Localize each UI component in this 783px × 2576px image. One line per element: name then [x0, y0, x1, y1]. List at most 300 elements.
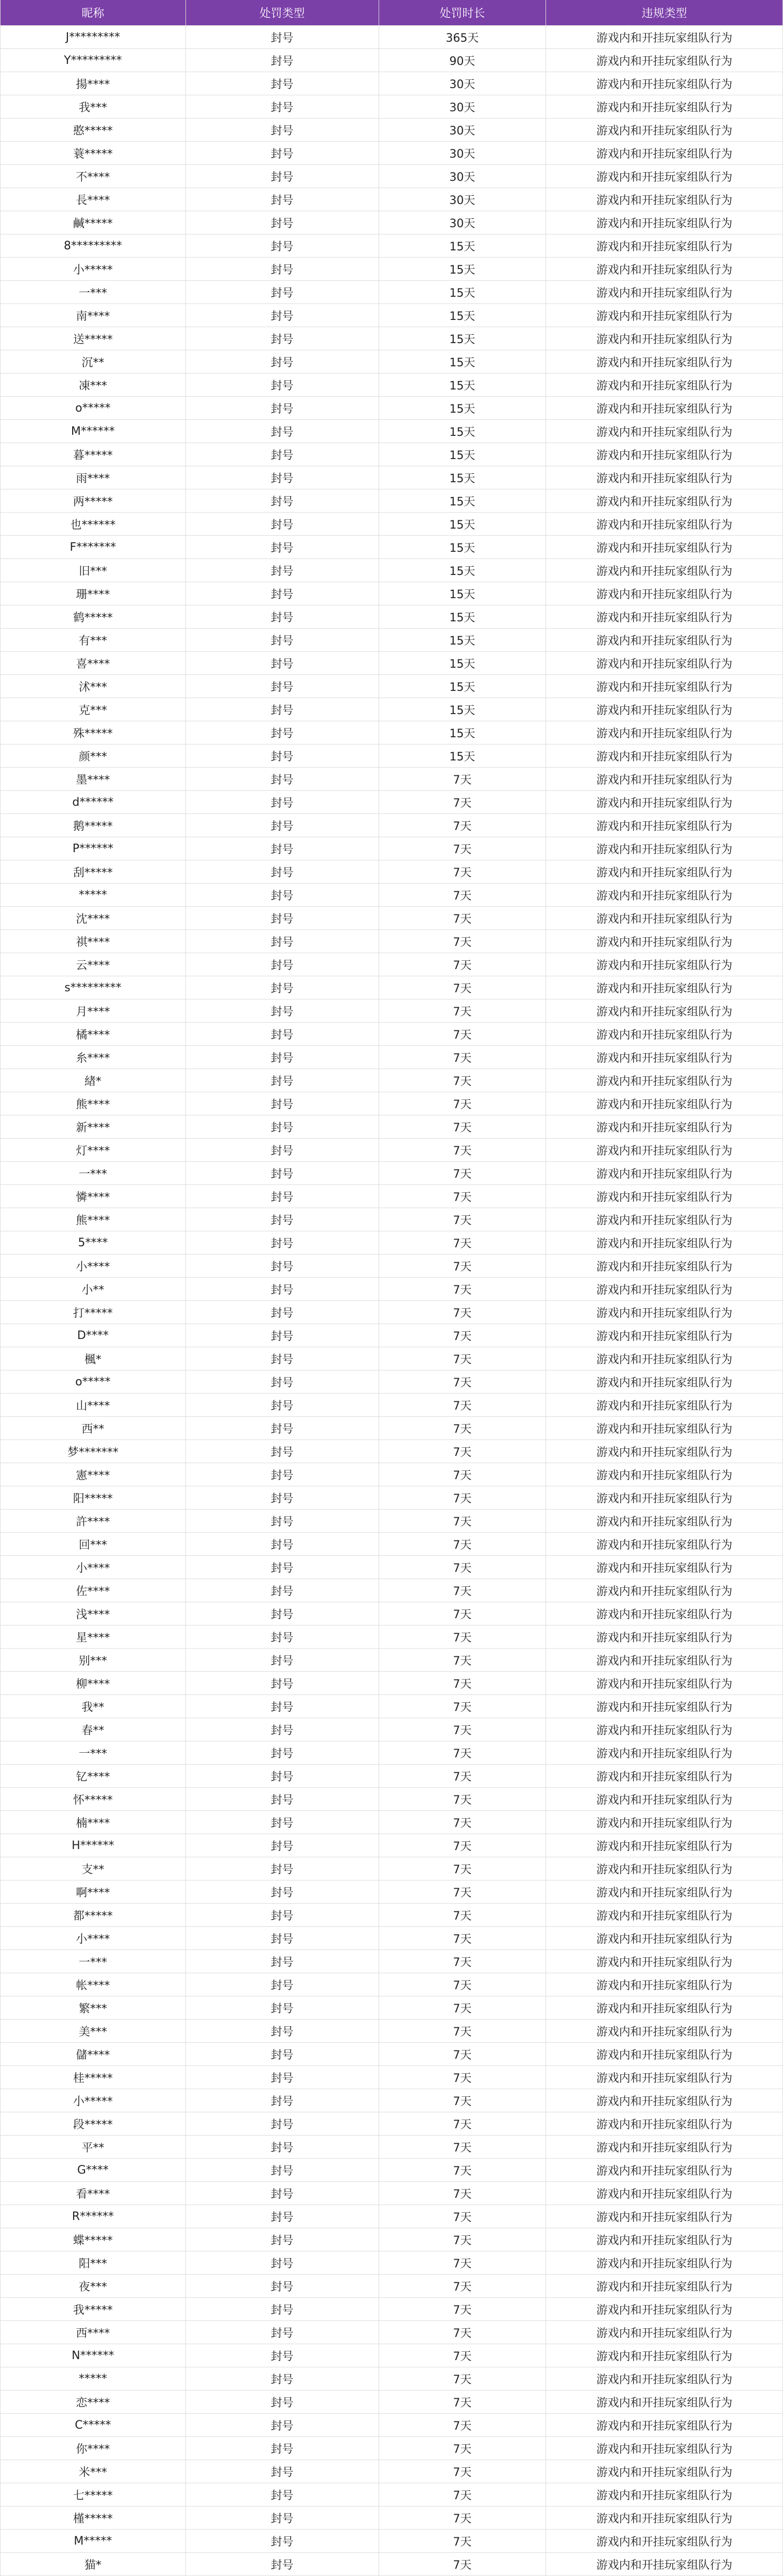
cell-penalty-type: 封号 — [186, 513, 379, 535]
cell-penalty-duration: 7天 — [379, 2205, 547, 2228]
table-row — [0, 1602, 783, 1625]
table-row — [0, 2182, 783, 2205]
cell-penalty-duration: 7天 — [379, 1579, 547, 1602]
table-row — [0, 999, 783, 1023]
cell-penalty-duration: 15天 — [379, 675, 547, 698]
table-row — [0, 1904, 783, 1927]
cell-nickname: 珊**** — [1, 582, 186, 605]
table-row — [0, 1440, 783, 1463]
cell-violation-type: 游戏内和开挂玩家组队行为 — [546, 49, 783, 72]
table-row — [0, 2089, 783, 2112]
cell-nickname: 楓* — [1, 1347, 186, 1370]
cell-penalty-duration: 30天 — [379, 142, 547, 164]
cell-nickname: Y********* — [1, 49, 186, 72]
cell-penalty-duration: 7天 — [379, 1486, 547, 1509]
cell-penalty-duration: 15天 — [379, 698, 547, 721]
cell-penalty-type: 封号 — [186, 1394, 379, 1416]
cell-penalty-type: 封号 — [186, 2344, 379, 2367]
cell-penalty-type: 封号 — [186, 1486, 379, 1509]
cell-penalty-duration: 7天 — [379, 1463, 547, 1486]
cell-nickname: 回*** — [1, 1533, 186, 1555]
cell-nickname: 緖* — [1, 1069, 186, 1092]
cell-nickname: o***** — [1, 1370, 186, 1393]
table-row — [0, 953, 783, 976]
table-row — [0, 211, 783, 234]
cell-penalty-type: 封号 — [186, 2483, 379, 2506]
cell-penalty-type: 封号 — [186, 744, 379, 767]
cell-penalty-type: 封号 — [186, 443, 379, 466]
table-row — [0, 1672, 783, 1695]
table-row — [0, 420, 783, 443]
table-row — [0, 1069, 783, 1092]
cell-penalty-duration: 7天 — [379, 2367, 547, 2390]
cell-nickname: 都***** — [1, 1904, 186, 1926]
cell-penalty-duration: 7天 — [379, 1672, 547, 1694]
cell-violation-type: 游戏内和开挂玩家组队行为 — [546, 1695, 783, 1718]
cell-penalty-duration: 7天 — [379, 2298, 547, 2320]
table-row — [0, 582, 783, 605]
table-row — [0, 72, 783, 95]
cell-penalty-duration: 7天 — [379, 2530, 547, 2552]
table-row — [0, 1788, 783, 1811]
cell-violation-type: 游戏内和开挂玩家组队行为 — [546, 675, 783, 698]
cell-penalty-duration: 15天 — [379, 234, 547, 257]
cell-penalty-duration: 7天 — [379, 1927, 547, 1950]
cell-penalty-duration: 7天 — [379, 2414, 547, 2436]
cell-violation-type: 游戏内和开挂玩家组队行为 — [546, 930, 783, 953]
cell-violation-type: 游戏内和开挂玩家组队行为 — [546, 884, 783, 906]
cell-penalty-duration: 7天 — [379, 930, 547, 953]
cell-penalty-type: 封号 — [186, 1765, 379, 1787]
cell-violation-type: 游戏内和开挂玩家组队行为 — [546, 1649, 783, 1671]
cell-penalty-duration: 15天 — [379, 559, 547, 582]
cell-penalty-type: 封号 — [186, 1347, 379, 1370]
cell-penalty-duration: 7天 — [379, 1741, 547, 1764]
cell-nickname: 看**** — [1, 2182, 186, 2205]
cell-nickname: 小***** — [1, 258, 186, 280]
cell-violation-type: 游戏内和开挂玩家组队行为 — [546, 1139, 783, 1161]
cell-violation-type: 游戏内和开挂玩家组队行为 — [546, 837, 783, 860]
cell-penalty-duration: 7天 — [379, 999, 547, 1022]
cell-nickname: 沉** — [1, 350, 186, 373]
cell-penalty-duration: 7天 — [379, 1440, 547, 1463]
cell-penalty-duration: 7天 — [379, 1602, 547, 1625]
cell-violation-type: 游戏内和开挂玩家组队行为 — [546, 211, 783, 234]
table-row — [0, 258, 783, 281]
cell-penalty-duration: 7天 — [379, 1092, 547, 1115]
cell-nickname: 你**** — [1, 2437, 186, 2460]
cell-nickname: 小**** — [1, 1255, 186, 1277]
cell-nickname: 阳*** — [1, 2251, 186, 2274]
cell-nickname: 恋**** — [1, 2391, 186, 2413]
cell-penalty-duration: 7天 — [379, 2182, 547, 2205]
cell-violation-type: 游戏内和开挂玩家组队行为 — [546, 1092, 783, 1115]
cell-nickname: 小***** — [1, 2089, 186, 2112]
cell-penalty-type: 封号 — [186, 1046, 379, 1069]
cell-penalty-type: 封号 — [186, 165, 379, 188]
cell-penalty-duration: 7天 — [379, 1973, 547, 1996]
cell-violation-type: 游戏内和开挂玩家组队行为 — [546, 466, 783, 489]
table-row — [0, 2460, 783, 2483]
cell-penalty-duration: 15天 — [379, 443, 547, 466]
cell-penalty-duration: 7天 — [379, 2391, 547, 2413]
cell-nickname: ***** — [1, 2367, 186, 2390]
table-row — [0, 2043, 783, 2066]
cell-nickname: 鹹***** — [1, 211, 186, 234]
table-row — [0, 1231, 783, 1255]
cell-nickname: 一*** — [1, 281, 186, 303]
cell-penalty-duration: 7天 — [379, 1510, 547, 1532]
cell-violation-type: 游戏内和开挂玩家组队行为 — [546, 1440, 783, 1463]
cell-penalty-type: 封号 — [186, 1278, 379, 1300]
cell-violation-type: 游戏内和开挂玩家组队行为 — [546, 999, 783, 1022]
table-row — [0, 2020, 783, 2043]
cell-nickname: 沭*** — [1, 675, 186, 698]
cell-penalty-type: 封号 — [186, 2367, 379, 2390]
table-row — [0, 1765, 783, 1788]
cell-violation-type: 游戏内和开挂玩家组队行为 — [546, 1602, 783, 1625]
cell-penalty-duration: 7天 — [379, 1324, 547, 1347]
cell-penalty-type: 封号 — [186, 304, 379, 327]
cell-penalty-duration: 7天 — [379, 1139, 547, 1161]
cell-penalty-type: 封号 — [186, 2020, 379, 2042]
cell-penalty-duration: 7天 — [379, 1788, 547, 1810]
cell-penalty-type: 封号 — [186, 1440, 379, 1463]
cell-nickname: s********* — [1, 976, 186, 999]
cell-penalty-type: 封号 — [186, 2275, 379, 2297]
cell-violation-type: 游戏内和开挂玩家组队行为 — [546, 2530, 783, 2552]
cell-nickname: 一*** — [1, 1162, 186, 1184]
cell-violation-type: 游戏内和开挂玩家组队行为 — [546, 1927, 783, 1950]
table-row — [0, 26, 783, 49]
table-row — [0, 165, 783, 188]
table-row — [0, 1556, 783, 1579]
cell-penalty-type: 封号 — [186, 211, 379, 234]
table-row — [0, 559, 783, 582]
cell-violation-type: 游戏内和开挂玩家组队行为 — [546, 2553, 783, 2575]
cell-penalty-type: 封号 — [186, 2159, 379, 2181]
cell-penalty-duration: 7天 — [379, 2066, 547, 2089]
cell-violation-type: 游戏内和开挂玩家组队行为 — [546, 142, 783, 164]
cell-penalty-type: 封号 — [186, 489, 379, 512]
cell-nickname: o***** — [1, 397, 186, 419]
table-row — [0, 1510, 783, 1533]
cell-penalty-duration: 7天 — [379, 1370, 547, 1393]
cell-penalty-type: 封号 — [186, 2228, 379, 2251]
table-row — [0, 2251, 783, 2275]
cell-penalty-duration: 30天 — [379, 72, 547, 95]
table-row — [0, 2437, 783, 2460]
cell-penalty-type: 封号 — [186, 118, 379, 141]
cell-penalty-duration: 7天 — [379, 953, 547, 976]
cell-penalty-duration: 15天 — [379, 304, 547, 327]
cell-penalty-type: 封号 — [186, 188, 379, 211]
table-row — [0, 768, 783, 791]
cell-violation-type: 游戏内和开挂玩家组队行为 — [546, 907, 783, 929]
table-row — [0, 860, 783, 884]
cell-penalty-duration: 15天 — [379, 652, 547, 674]
cell-penalty-type: 封号 — [186, 652, 379, 674]
cell-nickname: 怀***** — [1, 1788, 186, 1810]
table-row — [0, 49, 783, 72]
cell-penalty-type: 封号 — [186, 1208, 379, 1231]
cell-violation-type: 游戏内和开挂玩家组队行为 — [546, 1417, 783, 1439]
cell-violation-type: 游戏内和开挂玩家组队行为 — [546, 443, 783, 466]
cell-nickname: ***** — [1, 884, 186, 906]
cell-nickname: 旧*** — [1, 559, 186, 582]
cell-violation-type: 游戏内和开挂玩家组队行为 — [546, 1765, 783, 1787]
cell-penalty-type: 封号 — [186, 2251, 379, 2274]
cell-nickname: 两***** — [1, 489, 186, 512]
cell-penalty-type: 封号 — [186, 1370, 379, 1393]
table-row — [0, 976, 783, 999]
table-row — [0, 2159, 783, 2182]
cell-violation-type: 游戏内和开挂玩家组队行为 — [546, 1811, 783, 1834]
cell-violation-type: 游戏内和开挂玩家组队行为 — [546, 2506, 783, 2529]
cell-penalty-type: 封号 — [186, 675, 379, 698]
cell-penalty-duration: 15天 — [379, 513, 547, 535]
cell-penalty-duration: 7天 — [379, 1996, 547, 2019]
table-row — [0, 281, 783, 304]
cell-nickname: R****** — [1, 2205, 186, 2228]
cell-nickname: d****** — [1, 791, 186, 814]
cell-penalty-duration: 7天 — [379, 1556, 547, 1579]
cell-nickname: 一*** — [1, 1950, 186, 1973]
cell-violation-type: 游戏内和开挂玩家组队行为 — [546, 2275, 783, 2297]
cell-penalty-type: 封号 — [186, 1579, 379, 1602]
table-row — [0, 698, 783, 721]
cell-violation-type: 游戏内和开挂玩家组队行为 — [546, 1880, 783, 1903]
cell-penalty-duration: 15天 — [379, 721, 547, 744]
cell-penalty-type: 封号 — [186, 768, 379, 790]
cell-penalty-duration: 7天 — [379, 1625, 547, 1648]
cell-nickname: 糸**** — [1, 1046, 186, 1069]
cell-penalty-duration: 7天 — [379, 2112, 547, 2135]
table-row — [0, 1185, 783, 1208]
cell-penalty-type: 封号 — [186, 930, 379, 953]
table-row — [0, 1880, 783, 1904]
cell-penalty-type: 封号 — [186, 582, 379, 605]
cell-penalty-type: 封号 — [186, 1996, 379, 2019]
table-row — [0, 1092, 783, 1115]
table-row — [0, 1741, 783, 1765]
cell-nickname: 蓑***** — [1, 142, 186, 164]
table-row — [0, 1996, 783, 2020]
cell-penalty-duration: 7天 — [379, 1417, 547, 1439]
table-row — [0, 791, 783, 814]
table-row — [0, 1579, 783, 1602]
cell-penalty-type: 封号 — [186, 2321, 379, 2344]
cell-violation-type: 游戏内和开挂玩家组队行为 — [546, 1996, 783, 2019]
cell-nickname: 梦******* — [1, 1440, 186, 1463]
cell-violation-type: 游戏内和开挂玩家组队行为 — [546, 791, 783, 814]
cell-violation-type: 游戏内和开挂玩家组队行为 — [546, 1162, 783, 1184]
table-row — [0, 605, 783, 629]
cell-penalty-type: 封号 — [186, 1092, 379, 1115]
cell-penalty-type: 封号 — [186, 1649, 379, 1671]
cell-nickname: 桂***** — [1, 2066, 186, 2089]
cell-penalty-duration: 15天 — [379, 420, 547, 443]
table-row — [0, 2506, 783, 2530]
cell-violation-type: 游戏内和开挂玩家组队行为 — [546, 1857, 783, 1880]
cell-penalty-duration: 15天 — [379, 397, 547, 419]
cell-penalty-duration: 7天 — [379, 1533, 547, 1555]
cell-violation-type: 游戏内和开挂玩家组队行为 — [546, 768, 783, 790]
cell-nickname: C***** — [1, 2414, 186, 2436]
table-row — [0, 1417, 783, 1440]
cell-nickname: 刮***** — [1, 860, 186, 883]
cell-penalty-duration: 15天 — [379, 605, 547, 628]
table-row — [0, 2228, 783, 2251]
cell-nickname: 揚**** — [1, 72, 186, 95]
cell-violation-type: 游戏内和开挂玩家组队行为 — [546, 420, 783, 443]
table-row — [0, 2391, 783, 2414]
cell-violation-type: 游戏内和开挂玩家组队行为 — [546, 1394, 783, 1416]
cell-penalty-type: 封号 — [186, 1023, 379, 1045]
table-row — [0, 675, 783, 698]
cell-nickname: 也****** — [1, 513, 186, 535]
cell-violation-type: 游戏内和开挂玩家组队行为 — [546, 327, 783, 350]
cell-penalty-type: 封号 — [186, 420, 379, 443]
cell-penalty-duration: 7天 — [379, 1394, 547, 1416]
cell-violation-type: 游戏内和开挂玩家组队行为 — [546, 350, 783, 373]
cell-penalty-type: 封号 — [186, 1973, 379, 1996]
cell-penalty-duration: 7天 — [379, 1115, 547, 1138]
table-row — [0, 234, 783, 258]
table-row — [0, 2321, 783, 2344]
cell-penalty-type: 封号 — [186, 629, 379, 651]
cell-violation-type: 游戏内和开挂玩家组队行为 — [546, 698, 783, 721]
cell-nickname: 喜**** — [1, 652, 186, 674]
cell-penalty-duration: 7天 — [379, 1278, 547, 1300]
cell-violation-type: 游戏内和开挂玩家组队行为 — [546, 1741, 783, 1764]
cell-penalty-duration: 15天 — [379, 489, 547, 512]
table-row — [0, 397, 783, 420]
cell-violation-type: 游戏内和开挂玩家组队行为 — [546, 1579, 783, 1602]
cell-penalty-type: 封号 — [186, 466, 379, 489]
cell-nickname: F******* — [1, 536, 186, 558]
cell-penalty-duration: 15天 — [379, 350, 547, 373]
cell-violation-type: 游戏内和开挂玩家组队行为 — [546, 118, 783, 141]
cell-violation-type: 游戏内和开挂玩家组队行为 — [546, 1347, 783, 1370]
cell-nickname: 鹤***** — [1, 605, 186, 628]
cell-penalty-duration: 7天 — [379, 1162, 547, 1184]
cell-penalty-duration: 7天 — [379, 1834, 547, 1857]
cell-penalty-duration: 30天 — [379, 188, 547, 211]
cell-violation-type: 游戏内和开挂玩家组队行为 — [546, 1834, 783, 1857]
cell-violation-type: 游戏内和开挂玩家组队行为 — [546, 72, 783, 95]
cell-violation-type: 游戏内和开挂玩家组队行为 — [546, 2043, 783, 2065]
cell-violation-type: 游戏内和开挂玩家组队行为 — [546, 1023, 783, 1045]
cell-penalty-type: 封号 — [186, 1857, 379, 1880]
cell-penalty-duration: 7天 — [379, 1649, 547, 1671]
cell-penalty-duration: 7天 — [379, 907, 547, 929]
cell-penalty-type: 封号 — [186, 2182, 379, 2205]
cell-nickname: 凍*** — [1, 374, 186, 396]
cell-penalty-duration: 7天 — [379, 2136, 547, 2158]
column-header-penalty-duration: 处罚时长 — [379, 0, 547, 25]
table-row — [0, 1023, 783, 1046]
table-row — [0, 1973, 783, 1996]
table-row — [0, 2275, 783, 2298]
cell-penalty-type: 封号 — [186, 814, 379, 837]
cell-violation-type: 游戏内和开挂玩家组队行为 — [546, 1672, 783, 1694]
cell-penalty-type: 封号 — [186, 1672, 379, 1694]
table-row — [0, 837, 783, 860]
table-row — [0, 1625, 783, 1649]
cell-violation-type: 游戏内和开挂玩家组队行为 — [546, 652, 783, 674]
cell-violation-type: 游戏内和开挂玩家组队行为 — [546, 2020, 783, 2042]
cell-violation-type: 游戏内和开挂玩家组队行为 — [546, 582, 783, 605]
cell-penalty-type: 封号 — [186, 1533, 379, 1555]
cell-violation-type: 游戏内和开挂玩家组队行为 — [546, 1463, 783, 1486]
cell-violation-type: 游戏内和开挂玩家组队行为 — [546, 304, 783, 327]
cell-penalty-duration: 7天 — [379, 2043, 547, 2065]
cell-nickname: 猫* — [1, 2553, 186, 2575]
cell-penalty-type: 封号 — [186, 2066, 379, 2089]
cell-violation-type: 游戏内和开挂玩家组队行为 — [546, 744, 783, 767]
cell-nickname: 帐**** — [1, 1973, 186, 1996]
table-row — [0, 1834, 783, 1857]
cell-penalty-type: 封号 — [186, 2437, 379, 2460]
cell-penalty-duration: 7天 — [379, 2089, 547, 2112]
cell-nickname: 暮***** — [1, 443, 186, 466]
cell-nickname: N****** — [1, 2344, 186, 2367]
cell-nickname: 西** — [1, 1417, 186, 1439]
table-row — [0, 930, 783, 953]
table-body — [0, 26, 783, 2576]
cell-nickname: 别*** — [1, 1649, 186, 1671]
cell-penalty-type: 封号 — [186, 1185, 379, 1208]
cell-nickname: 新**** — [1, 1115, 186, 1138]
cell-violation-type: 游戏内和开挂玩家组队行为 — [546, 374, 783, 396]
cell-nickname: 8********* — [1, 234, 186, 257]
cell-nickname: M****** — [1, 420, 186, 443]
cell-violation-type: 游戏内和开挂玩家组队行为 — [546, 2367, 783, 2390]
cell-nickname: 小**** — [1, 1556, 186, 1579]
cell-penalty-duration: 7天 — [379, 1904, 547, 1926]
cell-violation-type: 游戏内和开挂玩家组队行为 — [546, 860, 783, 883]
cell-penalty-type: 封号 — [186, 1834, 379, 1857]
cell-penalty-duration: 7天 — [379, 1023, 547, 1045]
table-row — [0, 1950, 783, 1973]
table-header — [0, 0, 783, 26]
cell-penalty-type: 封号 — [186, 1255, 379, 1277]
cell-penalty-type: 封号 — [186, 536, 379, 558]
table-row — [0, 443, 783, 466]
cell-nickname: 南**** — [1, 304, 186, 327]
cell-penalty-type: 封号 — [186, 698, 379, 721]
cell-nickname: J********* — [1, 26, 186, 48]
table-row — [0, 884, 783, 907]
table-row — [0, 1394, 783, 1417]
cell-nickname: 有*** — [1, 629, 186, 651]
cell-nickname: 西**** — [1, 2321, 186, 2344]
cell-penalty-type: 封号 — [186, 2043, 379, 2065]
cell-violation-type: 游戏内和开挂玩家组队行为 — [546, 2251, 783, 2274]
cell-violation-type: 游戏内和开挂玩家组队行为 — [546, 1115, 783, 1138]
table-row — [0, 327, 783, 350]
cell-nickname: 佐**** — [1, 1579, 186, 1602]
cell-violation-type: 游戏内和开挂玩家组队行为 — [546, 2159, 783, 2181]
table-row — [0, 2530, 783, 2553]
cell-penalty-type: 封号 — [186, 999, 379, 1022]
cell-penalty-type: 封号 — [186, 95, 379, 118]
cell-penalty-duration: 7天 — [379, 814, 547, 837]
cell-violation-type: 游戏内和开挂玩家组队行为 — [546, 2182, 783, 2205]
cell-nickname: 我***** — [1, 2298, 186, 2320]
cell-nickname: 云**** — [1, 953, 186, 976]
